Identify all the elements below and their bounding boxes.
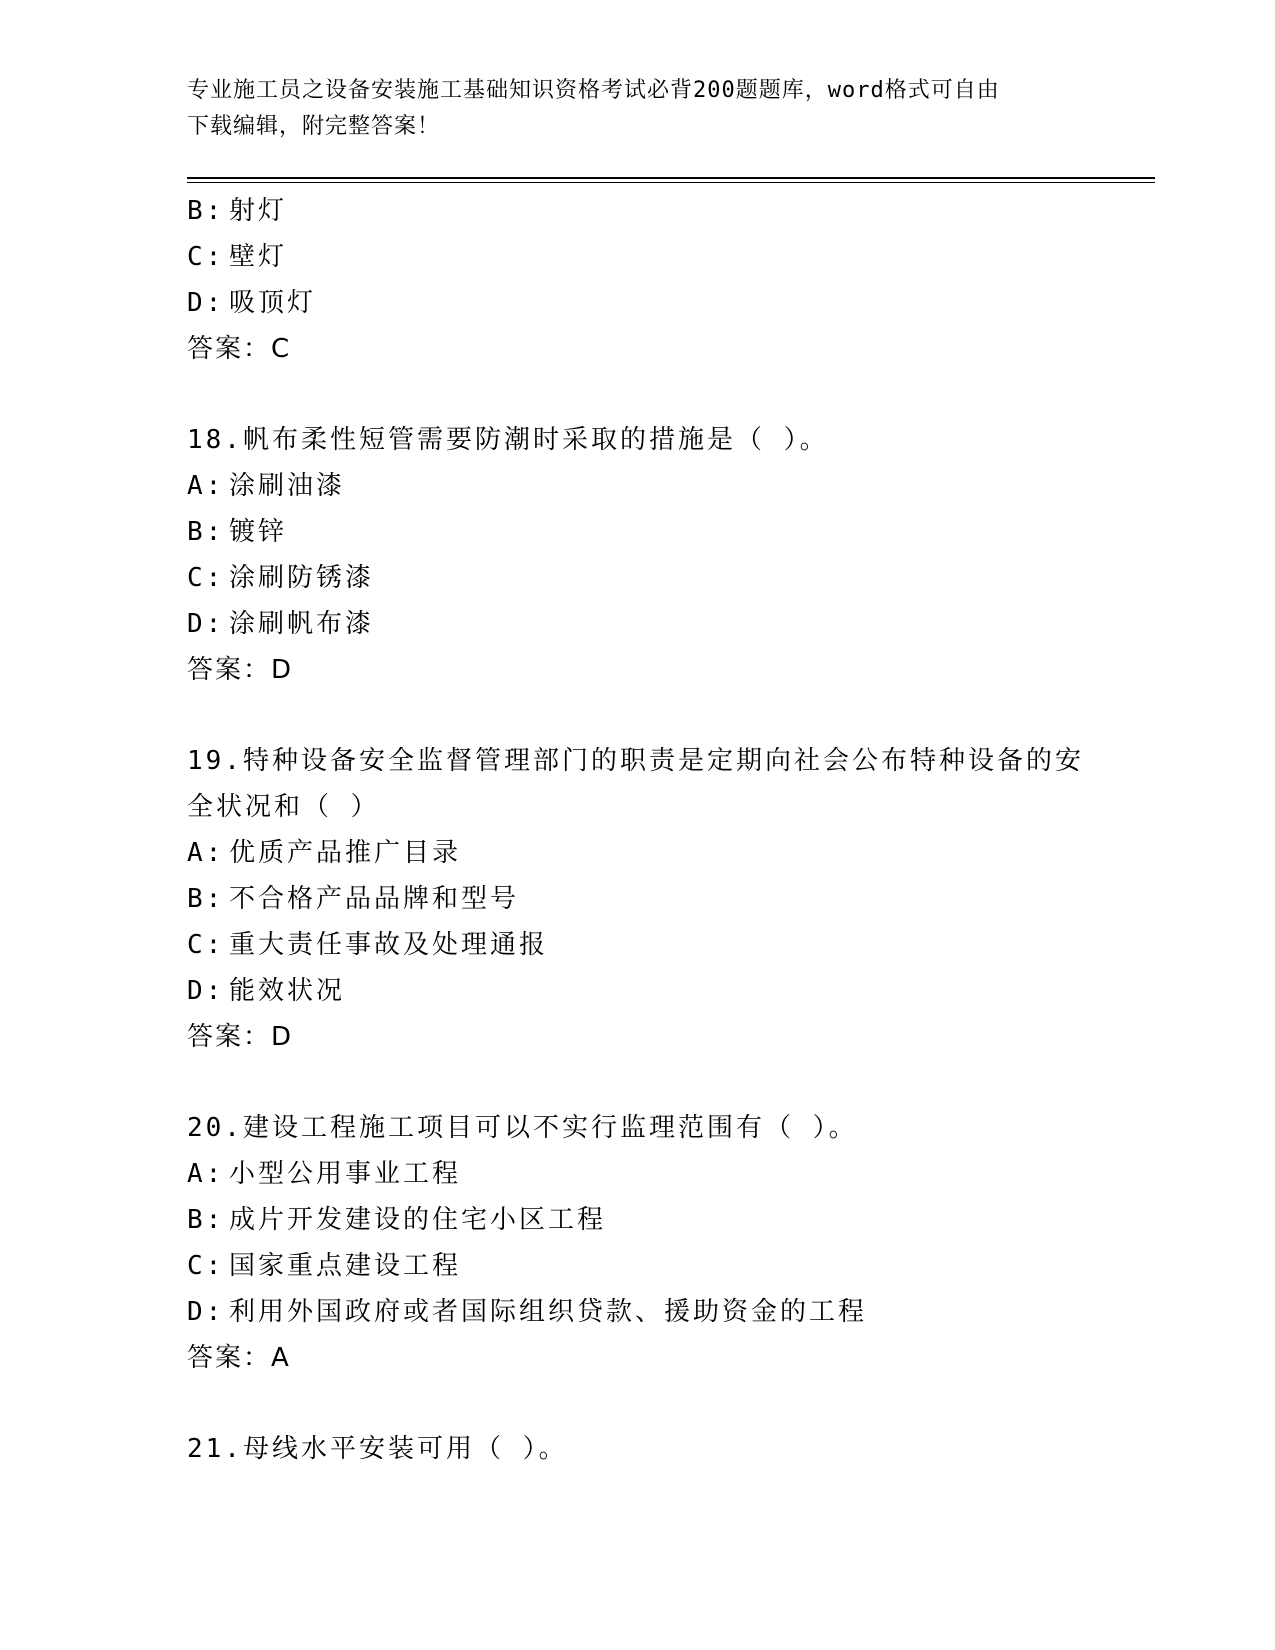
option-text: 国家重点建设工程 — [229, 1251, 462, 1281]
option-c — [187, 1243, 1087, 1289]
option-key: C: — [187, 563, 225, 593]
header-line-1: 专业施工员之设备安装施工基础知识资格考试必背200题题库，word格式可自由 — [187, 78, 1000, 103]
option-text: 涂刷油漆 — [229, 471, 346, 501]
option-key: A: — [187, 838, 225, 868]
option-key: D: — [187, 609, 225, 639]
option-text: 优质产品推广目录 — [229, 838, 462, 868]
option-d — [187, 601, 1087, 647]
option-d — [187, 968, 1087, 1014]
header-line-2: 下载编辑，附完整答案！ — [187, 114, 441, 139]
question-20 — [187, 1105, 1087, 1381]
document-header — [187, 73, 1067, 145]
option-key: B: — [187, 1205, 225, 1235]
question-text-continued: 全状况和（ ） — [187, 792, 380, 822]
spacer — [187, 693, 1087, 738]
option-text: 重大责任事故及处理通报 — [229, 930, 549, 960]
option-text: 小型公用事业工程 — [229, 1159, 462, 1189]
option-text: 壁灯 — [229, 242, 288, 272]
option-d — [187, 1289, 1087, 1335]
answer-line: 答案：D — [187, 655, 294, 685]
option-a — [187, 830, 1087, 876]
option-text: 涂刷防锈漆 — [229, 563, 375, 593]
option-key: B: — [187, 884, 225, 914]
option-key: D: — [187, 288, 225, 318]
answer-line: 答案：C — [187, 334, 292, 364]
option-key: C: — [187, 1251, 225, 1281]
question-text: 20.建设工程施工项目可以不实行监理范围有（ ）。 — [187, 1113, 858, 1143]
option-key: B: — [187, 196, 225, 226]
option-a — [187, 463, 1087, 509]
question-list — [187, 188, 1087, 1472]
option-key: A: — [187, 1159, 225, 1189]
question-text: 18.帆布柔性短管需要防潮时采取的措施是（ ）。 — [187, 425, 829, 455]
spacer — [187, 372, 1087, 417]
option-key: D: — [187, 976, 225, 1006]
option-b — [187, 509, 1087, 555]
option-text: 能效状况 — [229, 976, 346, 1006]
option-text: 镀锌 — [229, 517, 288, 547]
option-c — [187, 555, 1087, 601]
question-17-continued — [187, 188, 1087, 372]
answer-line: 答案：A — [187, 1343, 291, 1373]
question-19 — [187, 738, 1087, 1060]
option-a — [187, 1151, 1087, 1197]
spacer — [187, 1060, 1087, 1105]
option-d — [187, 280, 1087, 326]
option-b — [187, 1197, 1087, 1243]
option-text: 不合格产品品牌和型号 — [229, 884, 520, 914]
option-key: A: — [187, 471, 225, 501]
answer-line: 答案：D — [187, 1022, 294, 1052]
option-c — [187, 922, 1087, 968]
header-divider-thick — [187, 177, 1155, 179]
option-b — [187, 876, 1087, 922]
option-c — [187, 234, 1087, 280]
option-text: 吸顶灯 — [229, 288, 317, 318]
option-key: B: — [187, 517, 225, 547]
option-text: 利用外国政府或者国际组织贷款、援助资金的工程 — [229, 1297, 868, 1327]
option-b — [187, 188, 1087, 234]
spacer — [187, 1381, 1087, 1426]
header-divider-thin — [187, 182, 1155, 183]
option-key: C: — [187, 242, 225, 272]
question-21 — [187, 1426, 1087, 1472]
question-text: 21.母线水平安装可用（ ）。 — [187, 1434, 568, 1464]
option-key: D: — [187, 1297, 225, 1327]
question-text: 19.特种设备安全监督管理部门的职责是定期向社会公布特种设备的安 — [187, 746, 1084, 776]
question-18 — [187, 417, 1087, 693]
option-text: 涂刷帆布漆 — [229, 609, 375, 639]
option-text: 成片开发建设的住宅小区工程 — [229, 1205, 607, 1235]
option-key: C: — [187, 930, 225, 960]
option-text: 射灯 — [229, 196, 288, 226]
